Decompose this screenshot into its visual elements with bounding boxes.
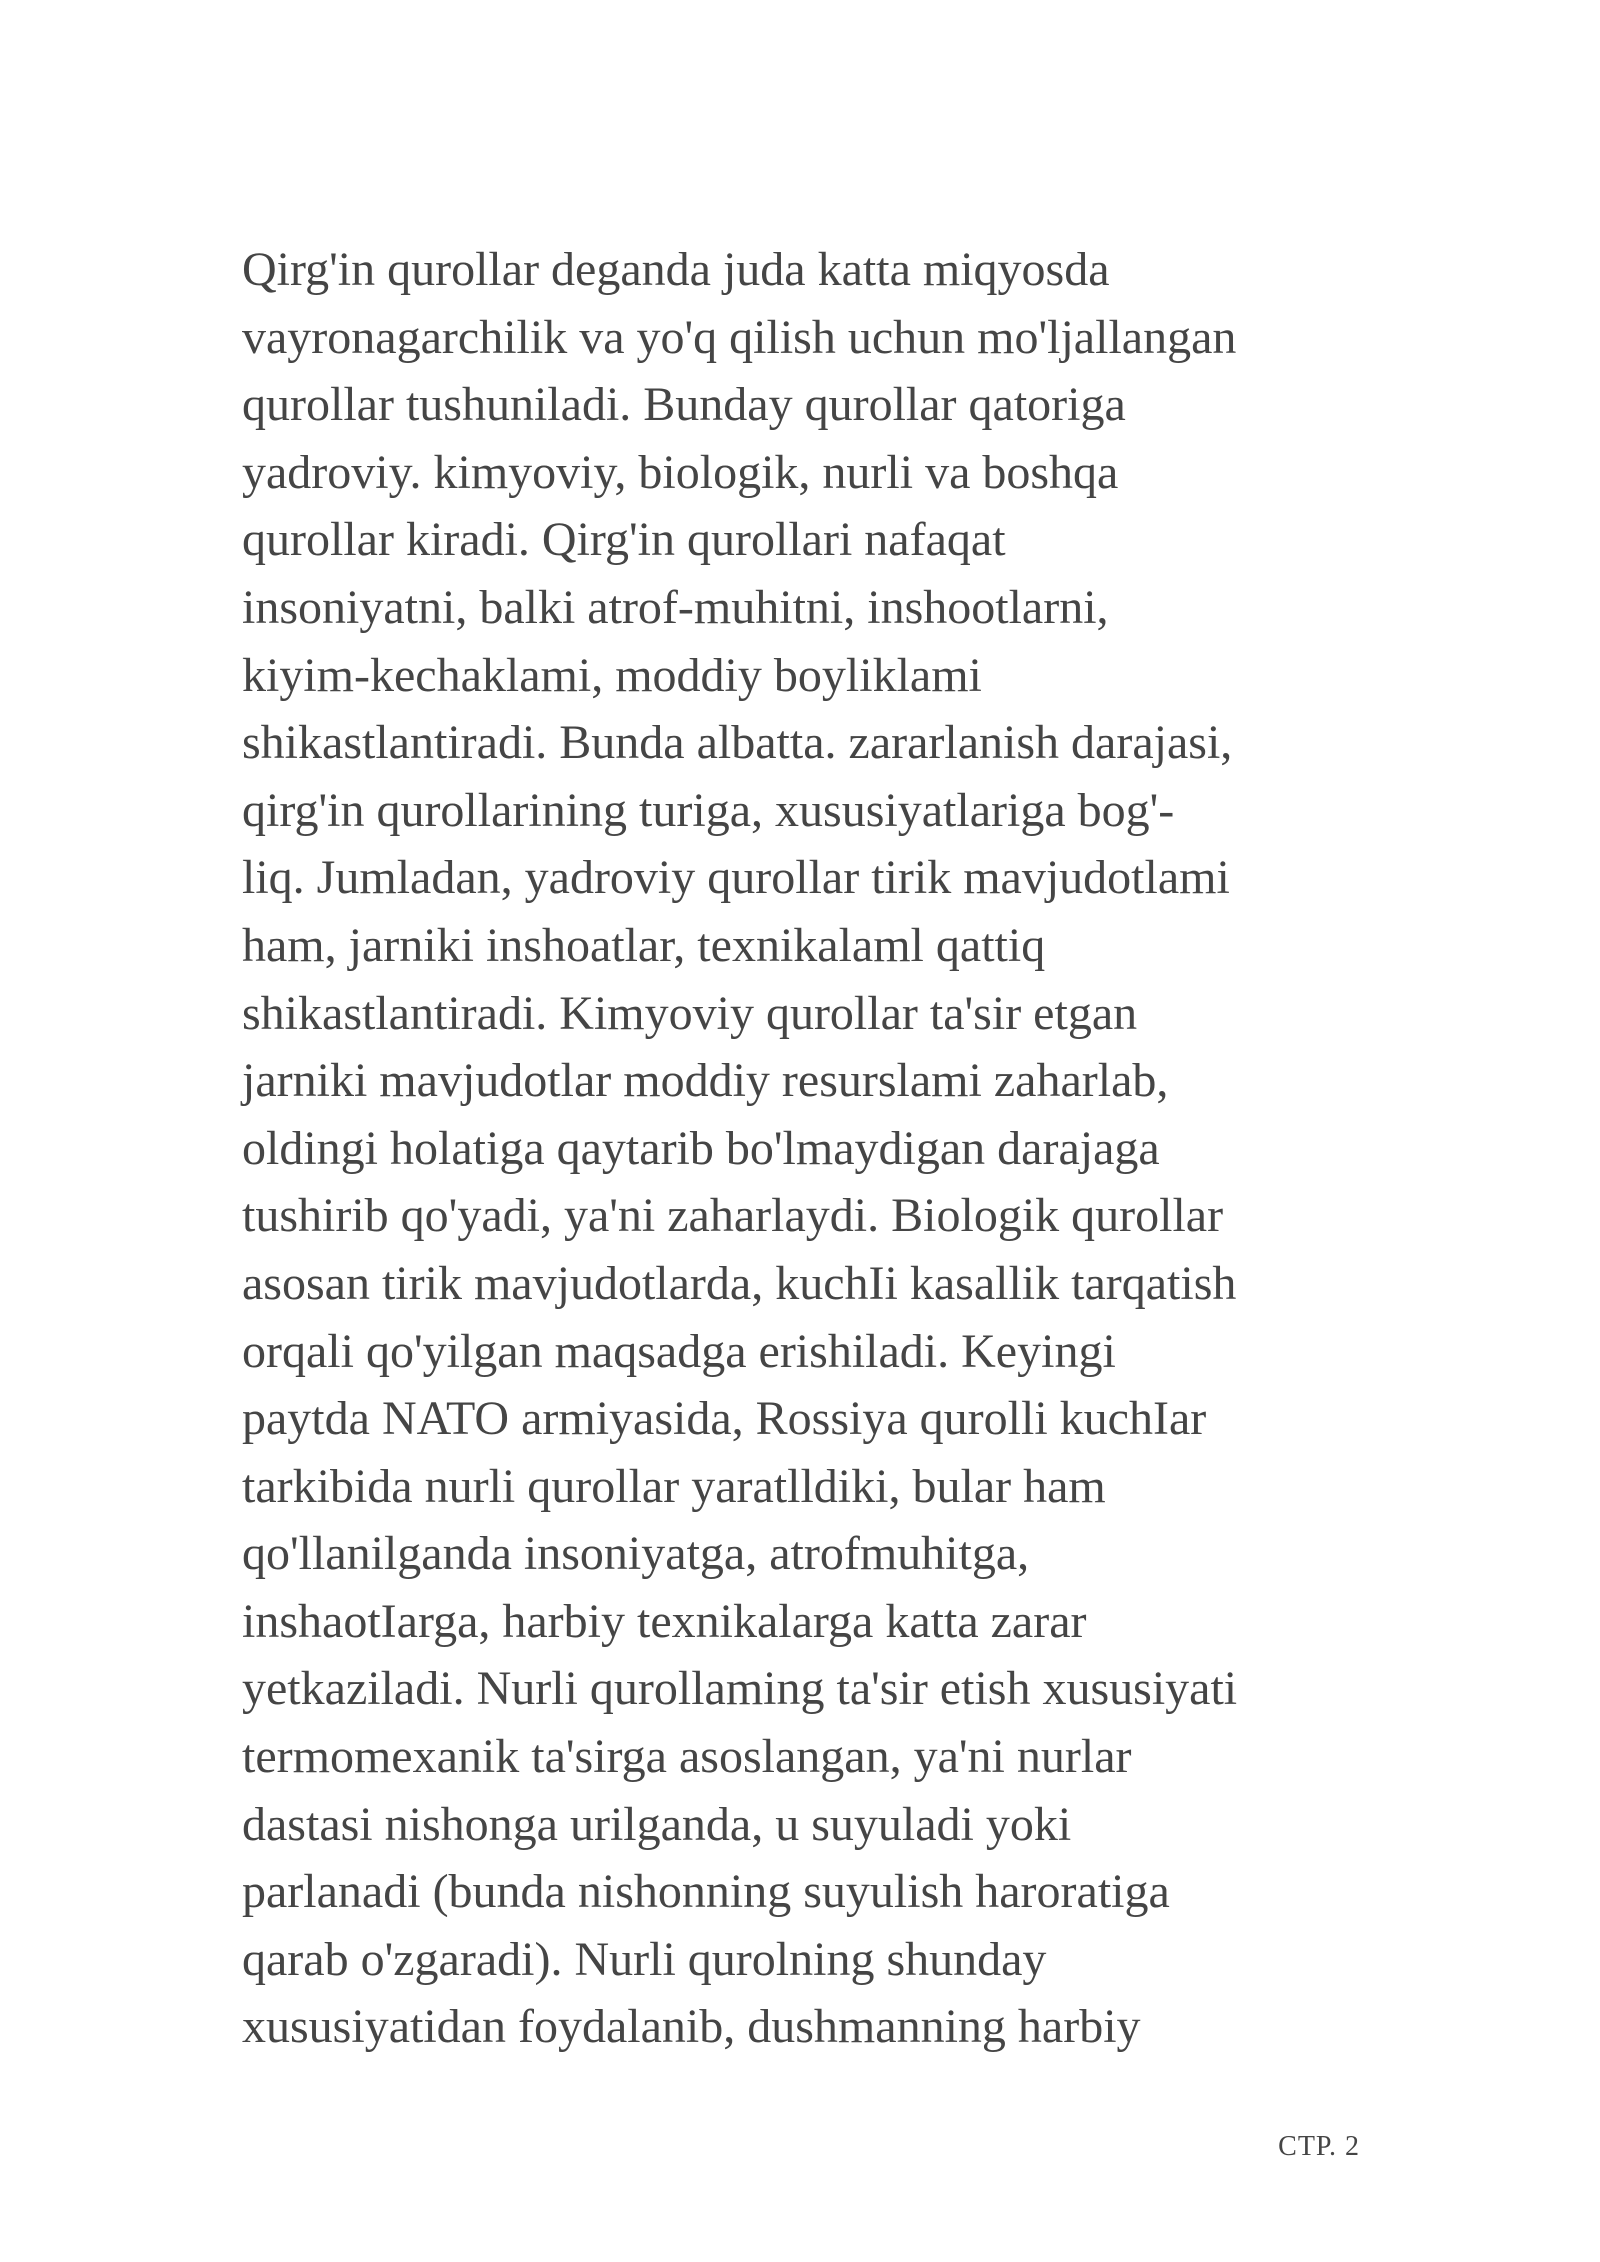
page-number: СТР. 2 bbox=[1278, 2131, 1360, 2162]
body-paragraph: Qirg'in qurollar deganda juda katta miqyosda vayronagarchilik va yo'q qilish uchun mo'ljallangan qurollar tushuniladi. Bunday qurollar qatoriga yadroviy. kimyoviy, biologik, nurli va boshqa qurollar kiradi. Qirg'in qurollari nafaqat insoniyatni, balki atrof-muhitni, inshootlarni, kiyim-kechaklami, moddiy boyliklami shikastlantiradi. Bunda albatta. zararlanish darajasi, qirg'in qurollarining turiga, xususiyatlariga bog'- liq. Jumladan, yadroviy qurollar tirik mavjudotlami ham, jarniki inshoatlar, texnikalaml qattiq shikastlantiradi. Kimyoviy qurollar ta'sir etgan jarniki mavjudotlar moddiy resurslami zaharlab, oldingi holatiga qaytarib bo'lmaydigan darajaga tushirib qo'yadi, ya'ni zaharlaydi. Biologik qurollar asosan tirik mavjudotlarda, kuchIi kasallik tarqatish orqali qo'yilgan maqsadga erishiladi. Keyingi paytda NATO armiyasida, Rossiya qurolli kuchIar tarkibida nurli qurollar yaratlldiki, bular ham qo'llanilganda insoniyatga, atrofmuhitga, inshaotIarga, harbiy texnikalarga katta zarar yetkaziladi. Nurli qurollaming ta'sir etish xususiyati termomexanik ta'sirga asoslangan, ya'ni nurlar dastasi nishonga urilganda, u suyuladi yoki parlanadi (bunda nishonning suyulish haroratiga qarab o'zgaradi). Nurli qurolning shunday xususiyatidan foydalanib, dushmanning harbiy bbox=[242, 243, 1238, 2054]
